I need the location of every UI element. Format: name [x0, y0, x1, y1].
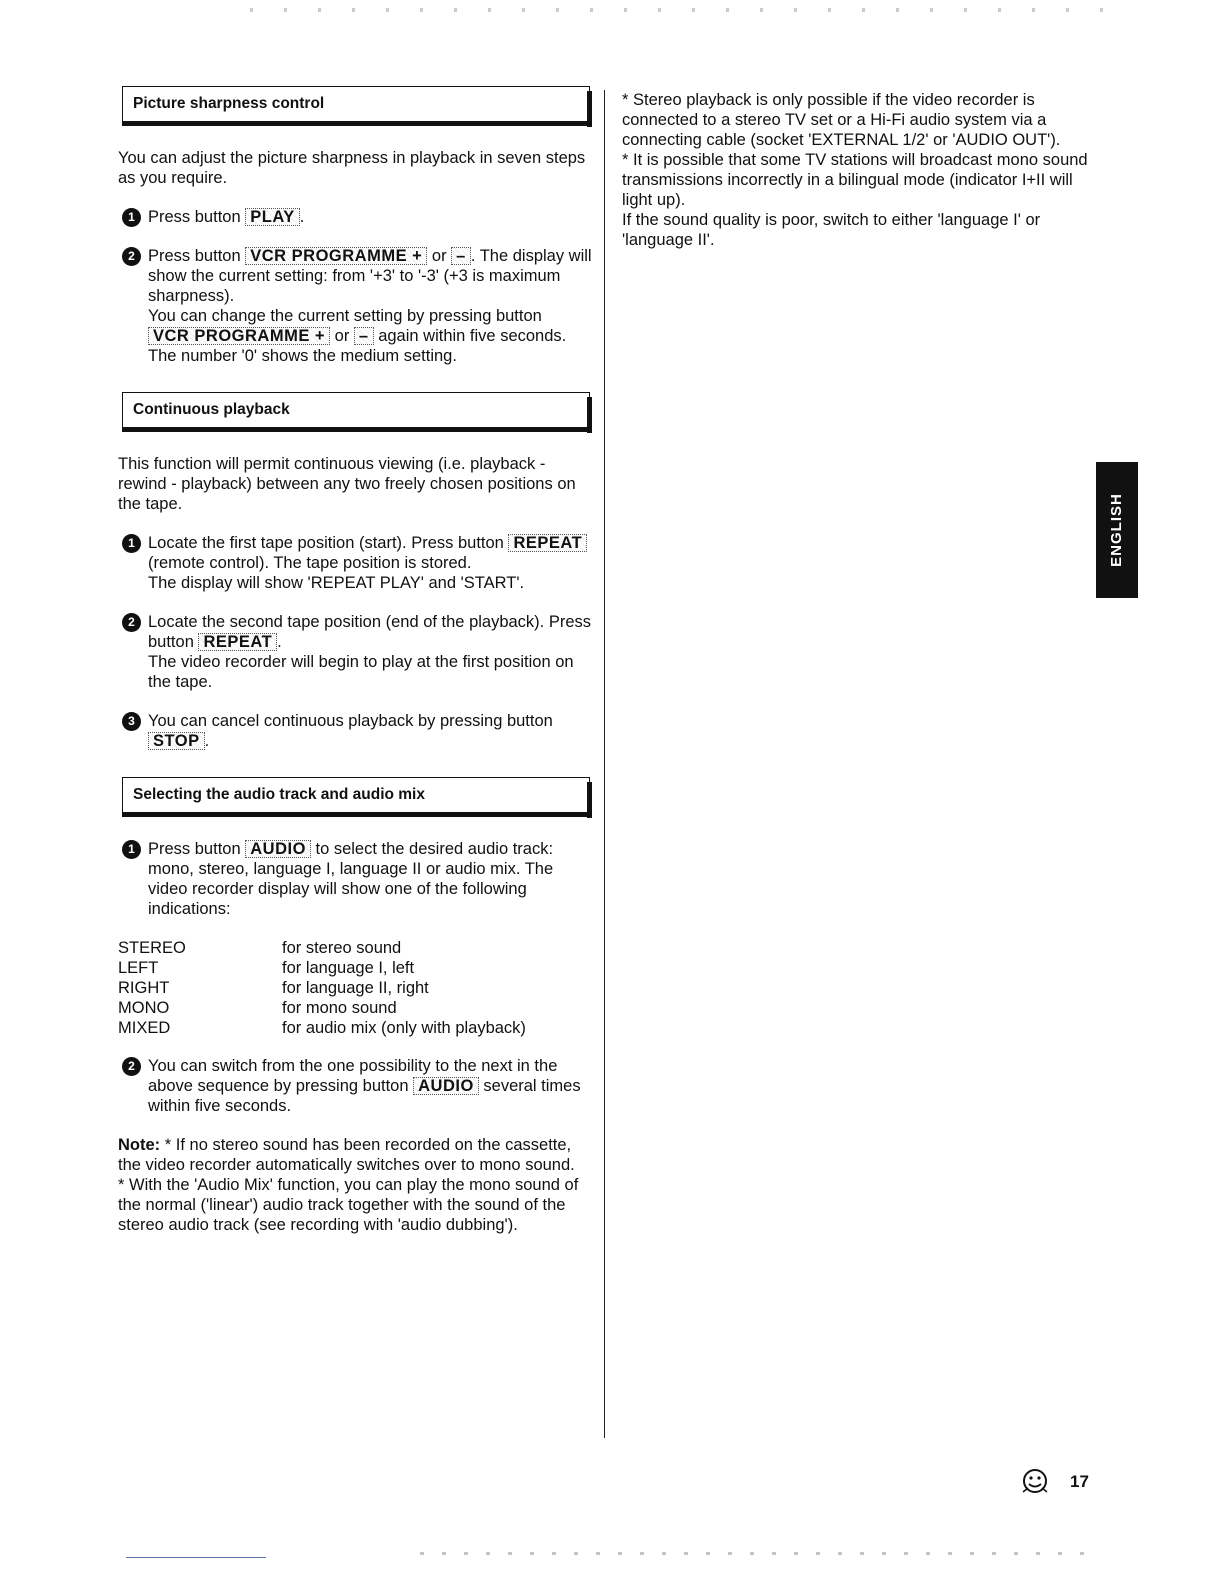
note-2: * With the 'Audio Mix' function, you can play the mono sound of the normal ('linear') audio track together with the sound of the stereo audio track (see recording with 'audio dubbing').	[118, 1176, 579, 1234]
language-tab	[1096, 462, 1138, 598]
vcr-programme-plus-key: VCR PROGRAMME +	[245, 247, 427, 265]
step-number-icon: 2	[122, 1057, 141, 1076]
step-text-after: several times within five seconds.	[148, 1077, 581, 1115]
minus-key: –	[451, 247, 471, 265]
section-header-sharpness	[122, 86, 590, 126]
table-row	[118, 1018, 526, 1038]
or-text: or	[431, 247, 447, 265]
section-title: Continuous playback	[133, 401, 290, 418]
repeat-key: REPEAT	[508, 534, 587, 552]
indication-desc: for language II, right	[282, 979, 429, 997]
audio-key: AUDIO	[245, 840, 311, 858]
indication-code: MONO	[118, 999, 170, 1017]
step-text: Press button	[148, 208, 241, 226]
section-title: Picture sharpness control	[133, 95, 325, 112]
bilingual-note: * It is possible that some TV stations will broadcast mono sound transmissions incorrectly in a bilingual mode (indicator I+II will light up).	[622, 151, 1088, 209]
step-text-after: . The display will show the current setting: from '+3' to '-3' (+3 is maximum sharpness).	[148, 247, 592, 305]
sharpness-intro: You can adjust the picture sharpness in playback in seven steps as you require.	[118, 149, 586, 187]
column-divider	[604, 90, 605, 1438]
step-text: You can switch from the one possibility to the next in the above sequence by pressing button	[148, 1057, 558, 1095]
table-row	[118, 938, 526, 958]
or-text: or	[334, 327, 350, 345]
note-label: Note:	[118, 1136, 161, 1154]
repeat-key: REPEAT	[198, 633, 277, 651]
table-row	[118, 978, 526, 998]
step-number-icon: 2	[122, 247, 141, 266]
step-text-after: .	[277, 633, 282, 651]
note-1	[118, 1135, 596, 1175]
section-header-audio	[122, 777, 590, 817]
indications-table	[118, 938, 526, 1038]
footer-rule	[126, 1557, 266, 1558]
step-number-icon: 3	[122, 712, 141, 731]
scan-artifact-bottom	[420, 1552, 1100, 1555]
step-text-after: .	[299, 208, 305, 226]
step-text-line2-after: again within five seconds.	[378, 327, 567, 345]
left-column	[118, 86, 596, 1235]
continuous-intro: This function will permit continuous viewing (i.e. playback - rewind - playback) between any two freely chosen positions on the tape.	[118, 455, 576, 513]
continuous-step-1	[118, 533, 596, 593]
play-key: PLAY	[245, 208, 300, 226]
section-header-continuous	[122, 392, 590, 432]
step-text-line3: The number '0' shows the medium setting.	[148, 347, 457, 365]
step-text: Press button	[148, 247, 241, 265]
step-text: Locate the first tape position (start). Press button	[148, 534, 504, 552]
indication-desc: for audio mix (only with playback)	[282, 1019, 526, 1037]
page-number: 17	[1070, 1472, 1089, 1491]
note-1-text: * If no stereo sound has been recorded on the cassette, the video recorder automatically switches over to mono sound.	[118, 1136, 575, 1174]
indication-desc: for stereo sound	[282, 939, 402, 957]
minus-key: –	[354, 327, 374, 345]
audio-key: AUDIO	[413, 1077, 479, 1095]
step-text: Press button	[148, 840, 241, 858]
step-text-after: to select the desired audio track: mono, stereo, language I, language II or audio mix. The video recorder display will show one of the following indications:	[148, 840, 554, 918]
step-text-line2: The video recorder will begin to play at the first position on the tape.	[148, 653, 574, 691]
table-row	[118, 998, 526, 1018]
indication-code: MIXED	[118, 1019, 171, 1037]
scan-artifact-top	[250, 8, 1110, 12]
continuous-step-3	[118, 711, 596, 751]
indication-code: LEFT	[118, 959, 159, 977]
step-number-icon: 1	[122, 208, 141, 227]
step-text: You can cancel continuous playback by pressing button	[148, 712, 553, 730]
right-column	[622, 90, 1090, 250]
step-number-icon: 2	[122, 613, 141, 632]
step-text-after: .	[204, 732, 210, 750]
stereo-note: * Stereo playback is only possible if the video recorder is connected to a stereo TV set or a Hi-Fi audio system via a connecting cable (socket 'EXTERNAL 1/2' or 'AUDIO OUT').	[622, 91, 1061, 149]
sound-quality-note: If the sound quality is poor, switch to either 'language I' or 'language II'.	[622, 211, 1041, 249]
step-number-icon: 1	[122, 840, 141, 859]
indication-desc: for mono sound	[282, 999, 397, 1017]
section-title: Selecting the audio track and audio mix	[133, 786, 425, 803]
table-row	[118, 958, 526, 978]
smiley-logo-icon	[1018, 1466, 1052, 1498]
sharpness-step-2	[118, 246, 596, 366]
language-tab-label: ENGLISH	[1108, 493, 1125, 567]
step-text-line2: You can change the current setting by pressing button	[148, 307, 542, 325]
step-text-after: (remote control). The tape position is stored.	[148, 554, 472, 572]
audio-step-2	[118, 1056, 596, 1116]
indication-desc: for language I, left	[282, 959, 415, 977]
step-text: Locate the second tape position (end of the playback). Press button	[148, 613, 592, 651]
indication-code: RIGHT	[118, 979, 170, 997]
step-number-icon: 1	[122, 534, 141, 553]
continuous-step-2	[118, 612, 596, 692]
stop-key: STOP	[148, 732, 205, 750]
audio-step-1	[118, 839, 596, 919]
vcr-programme-plus-key: VCR PROGRAMME +	[148, 327, 330, 345]
sharpness-step-1	[118, 207, 596, 227]
indication-code: STEREO	[118, 939, 186, 957]
step-text-line2: The display will show 'REPEAT PLAY' and 'START'.	[148, 574, 525, 592]
